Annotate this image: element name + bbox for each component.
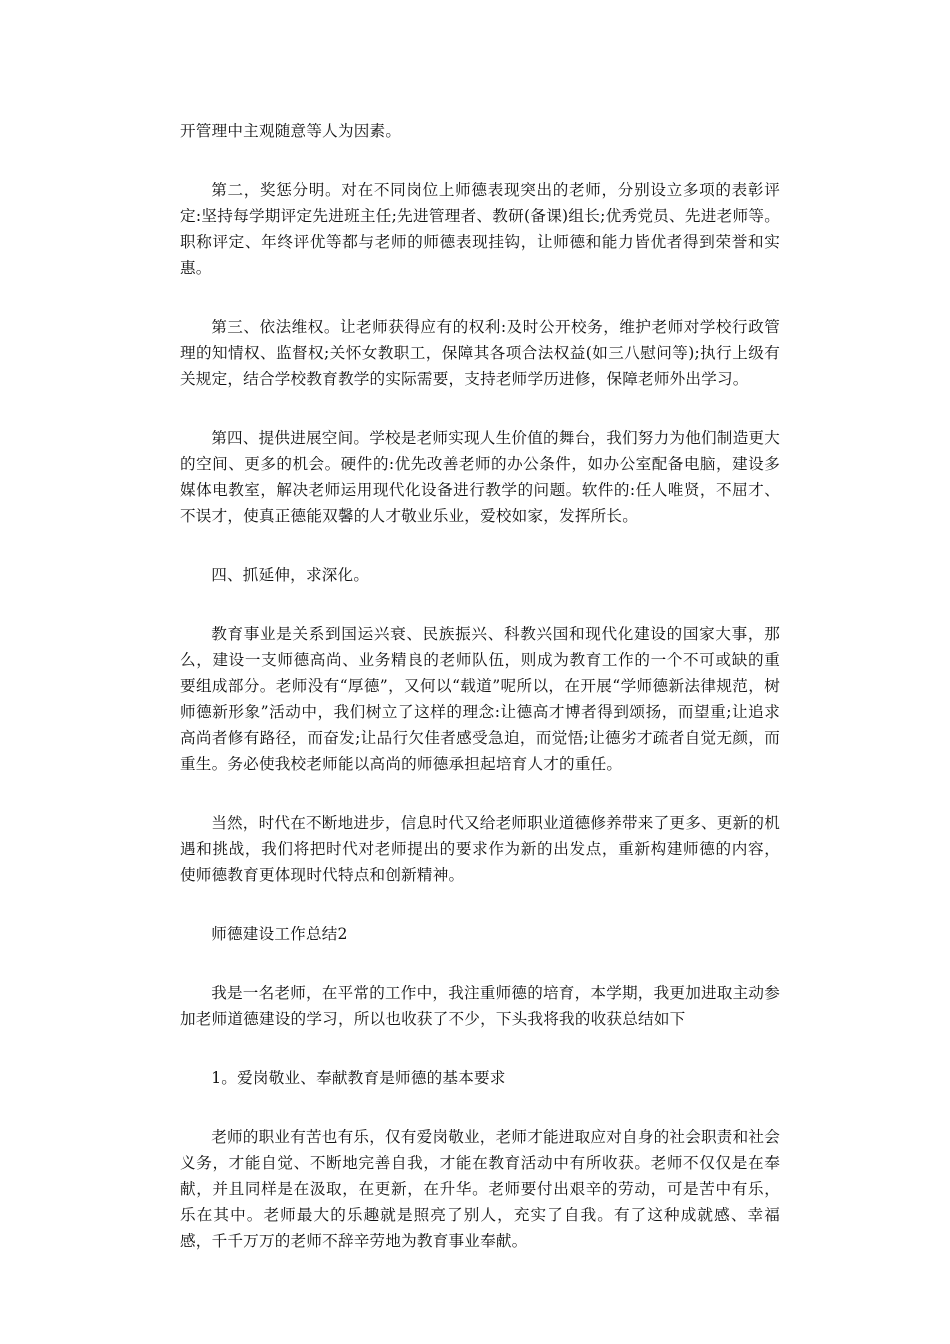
paragraph-rights: 第三、依法维权。让老师获得应有的权利:及时公开校务，维护老师对学校行政管理的知情权、监督权;关怀女教职工，保障其各项合法权益(如三八慰问等);执行上级有关规定，结合学校教育教学的实际需要，支持老师学历进修，保障老师外出学习。 [180, 318, 780, 388]
paragraph-development: 第四、提供进展空间。学校是老师实现人生价值的舞台，我们努力为他们制造更大的空间、更多的机会。硬件的:优先改善老师的办公条件，如办公室配备电脑，建设多媒体电教室，解决老师运用现代化设备进行教学的问题。软件的:任人唯贤，不屈才、不误才，使真正德能双馨的人才敬业乐业，爱校如家，发挥所长。 [180, 429, 780, 525]
subheading-1: 1。爱岗敬业、奉献教育是师德的基本要求 [211, 1069, 506, 1087]
paragraph-profession: 老师的职业有苦也有乐，仅有爱岗敬业，老师才能进取应对自身的社会职责和社会义务，才能自觉、不断地完善自我，才能在教育活动中有所收获。老师不仅仅是在奉献，并且同样是在汲取，在更新，在升华。老师要付出艰辛的劳动，可是苦中有乐，乐在其中。老师最大的乐趣就是照亮了别人，充实了自我。有了这种成就感、幸福感，千千万万的老师不辞辛劳地为教育事业奉献。 [180, 1128, 780, 1250]
document-title-2: 师德建设工作总结2 [211, 925, 348, 943]
section-heading-four: 四、抓延伸，求深化。 [211, 566, 370, 584]
paragraph-education-cause: 教育事业是关系到国运兴衰、民族振兴、科教兴国和现代化建设的国家大事，那么，建设一支师德高尚、业务精良的老师队伍，则成为教育工作的一个不可或缺的重要组成部分。老师没有“厚德”，又何以“载道”呢所以，在开展“学师德新法律规范，树师德新形象”活动中，我们树立了这样的理念:让德高才博者得到颂扬，而望重;让追求高尚者修有路径，而奋发;让品行欠佳者感受急迫，而觉悟;让德劣才疏者自觉无颜，而重生。务必使我校老师能以高尚的师德承担起培育人才的重任。 [180, 625, 780, 773]
paragraph-times: 当然，时代在不断地进步，信息时代又给老师职业道德修养带来了更多、更新的机遇和挑战，我们将把时代对老师提出的要求作为新的出发点，重新构建师德的内容，使师德教育更体现时代特点和创新精神。 [180, 814, 780, 884]
document-page [180, 118, 780, 1287]
paragraph-rewards: 第二，奖惩分明。对在不同岗位上师德表现突出的老师，分别设立多项的表彰评定:坚持每学期评定先进班主任;先进管理者、教研(备课)组长;优秀党员、先进老师等。职称评定、年终评优等都与老师的师德表现挂钩，让师德和能力皆优者得到荣誉和实惠。 [180, 181, 780, 277]
paragraph-intro: 我是一名老师，在平常的工作中，我注重师德的培育，本学期，我更加进取主动参加老师道德建设的学习，所以也收获了不少，下头我将我的收获总结如下 [180, 984, 780, 1028]
paragraph-continuation: 开管理中主观随意等人为因素。 [180, 122, 402, 140]
